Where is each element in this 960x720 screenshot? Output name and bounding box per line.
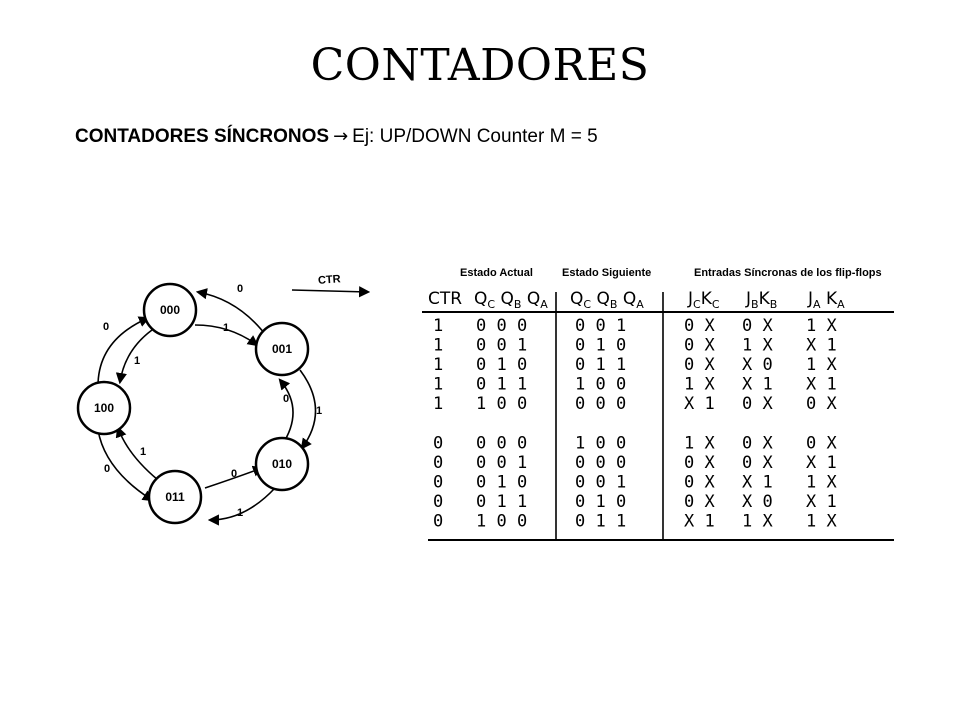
cell-jk-a: X 1 <box>806 374 837 395</box>
header-jk-c: $J_CK_C$ <box>688 289 720 311</box>
cell-ctr: 1 <box>433 316 444 336</box>
cell-jk-c: 0 X <box>684 472 715 493</box>
cell-next-state: 0 1 0 <box>575 335 627 356</box>
cell-jk-c: X 1 <box>684 394 715 414</box>
table-row <box>433 473 837 493</box>
cell-ctr: 1 <box>433 394 444 414</box>
cell-ctr: 1 <box>433 355 444 375</box>
label-001-to-000: 0 <box>236 283 244 295</box>
page-title: CONTADORES <box>310 40 650 91</box>
cell-jk-a: 0 X <box>806 433 837 454</box>
label-010-to-001: 0 <box>282 393 290 405</box>
table-row <box>433 492 837 512</box>
arrow-001-to-010 <box>300 370 316 448</box>
label-100-to-000: 1 <box>133 355 141 367</box>
cell-jk-b: 1 X <box>742 511 773 532</box>
ctr-arrow <box>292 290 368 292</box>
header-ctr: CTR <box>428 289 463 309</box>
header-jk-a: $J_A$ $K_A$ <box>808 289 845 311</box>
state-label-001: 001 <box>271 342 293 356</box>
cell-jk-c: 0 X <box>684 355 715 375</box>
cell-ctr: 0 <box>433 511 444 532</box>
state-label-010: 010 <box>271 457 293 471</box>
cell-ctr: 0 <box>433 453 444 473</box>
transition-table <box>422 267 894 540</box>
cell-next-state: 0 1 1 <box>575 355 627 375</box>
cell-jk-b: 0 X <box>742 433 773 454</box>
cell-ctr: 0 <box>433 472 444 493</box>
label-010-to-011: 1 <box>236 507 244 519</box>
cell-current-state: 0 1 1 <box>476 492 528 512</box>
cell-jk-c: 0 X <box>684 335 715 356</box>
cell-jk-c: X 1 <box>684 511 715 532</box>
cell-jk-a: X 1 <box>806 453 837 473</box>
table-row <box>433 375 837 395</box>
cell-next-state: 0 0 0 <box>575 394 627 414</box>
cell-jk-a: 1 X <box>806 316 837 336</box>
column-headers <box>428 289 845 311</box>
subtitle-topic: CONTADORES SÍNCRONOS <box>75 126 330 147</box>
cell-current-state: 1 0 0 <box>476 394 528 414</box>
cell-jk-c: 0 X <box>684 492 715 512</box>
cell-jk-b: X 0 <box>742 355 773 375</box>
state-label-011: 011 <box>165 490 185 504</box>
label-000-to-001: 1 <box>222 322 230 334</box>
arrow-010-to-001 <box>280 380 293 445</box>
cell-next-state: 0 0 1 <box>575 316 627 336</box>
cell-current-state: 0 0 1 <box>476 335 528 356</box>
arrow-011-to-100 <box>118 428 158 480</box>
cell-jk-c: 0 X <box>684 316 715 336</box>
cell-ctr: 1 <box>433 374 444 395</box>
cell-ctr: 1 <box>433 335 444 356</box>
header-entradas-sincronas: Entradas Síncronas de los flip-flops <box>694 267 882 279</box>
cell-current-state: 1 0 0 <box>476 511 528 532</box>
subtitle-example: Ej: UP/DOWN Counter M = 5 <box>352 126 598 147</box>
cell-ctr: 0 <box>433 433 444 454</box>
cell-jk-c: 1 X <box>684 374 715 395</box>
table-row <box>433 512 837 532</box>
header-next-q: $Q_C$ $Q_B$ $Q_A$ <box>570 289 644 311</box>
cell-current-state: 0 1 1 <box>476 374 528 395</box>
header-current-q: $Q_C$ $Q_B$ $Q_A$ <box>474 289 548 311</box>
cell-jk-b: 0 X <box>742 453 773 473</box>
cell-next-state: 0 1 0 <box>575 492 627 512</box>
cell-jk-a: 0 X <box>806 394 837 414</box>
label-011-to-100: 1 <box>139 446 147 458</box>
cell-jk-a: X 1 <box>806 335 837 356</box>
cell-next-state: 0 0 0 <box>575 453 627 473</box>
label-100-to-011: 0 <box>103 463 111 475</box>
cell-jk-b: X 1 <box>742 374 773 395</box>
cell-next-state: 1 0 0 <box>575 374 627 395</box>
cell-jk-c: 0 X <box>684 453 715 473</box>
cell-jk-a: X 1 <box>806 492 837 512</box>
cell-current-state: 0 0 0 <box>476 316 528 336</box>
table-row <box>433 453 837 473</box>
cell-jk-a: 1 X <box>806 355 837 375</box>
header-jk-b: $J_BK_B$ <box>746 289 778 311</box>
state-diagram <box>78 273 368 523</box>
cell-jk-b: 0 X <box>742 316 773 336</box>
cell-ctr: 0 <box>433 492 444 512</box>
cell-jk-c: 1 X <box>684 433 715 454</box>
cell-jk-b: X 0 <box>742 492 773 512</box>
table-row <box>433 434 837 454</box>
table-row <box>433 336 837 356</box>
label-011-to-010: 0 <box>230 468 238 480</box>
cell-jk-b: X 1 <box>742 472 773 493</box>
table-row <box>433 355 837 375</box>
state-label-000: 000 <box>159 303 181 317</box>
table-body <box>433 316 837 532</box>
cell-jk-b: 1 X <box>742 335 773 356</box>
table-row <box>433 316 837 336</box>
cell-current-state: 0 1 0 <box>476 355 528 375</box>
cell-current-state: 0 0 0 <box>476 433 528 454</box>
state-label-100: 100 <box>93 401 115 415</box>
header-estado-actual: Estado Actual <box>460 267 533 279</box>
table-row <box>433 394 837 414</box>
cell-current-state: 0 0 1 <box>476 453 528 473</box>
cell-next-state: 0 1 1 <box>575 511 627 532</box>
right-arrow-icon: → <box>333 126 349 147</box>
cell-next-state: 1 0 0 <box>575 433 627 454</box>
cell-next-state: 0 0 1 <box>575 472 627 493</box>
cell-jk-a: 1 X <box>806 472 837 493</box>
cell-jk-a: 1 X <box>806 511 837 532</box>
cell-current-state: 0 1 0 <box>476 472 528 493</box>
label-001-to-010: 1 <box>315 405 323 417</box>
header-estado-siguiente: Estado Siguiente <box>562 267 652 279</box>
cell-jk-b: 0 X <box>742 394 773 414</box>
ctr-indicator <box>292 273 368 292</box>
label-000-to-100: 0 <box>102 321 110 333</box>
ctr-label: CTR <box>317 273 342 287</box>
